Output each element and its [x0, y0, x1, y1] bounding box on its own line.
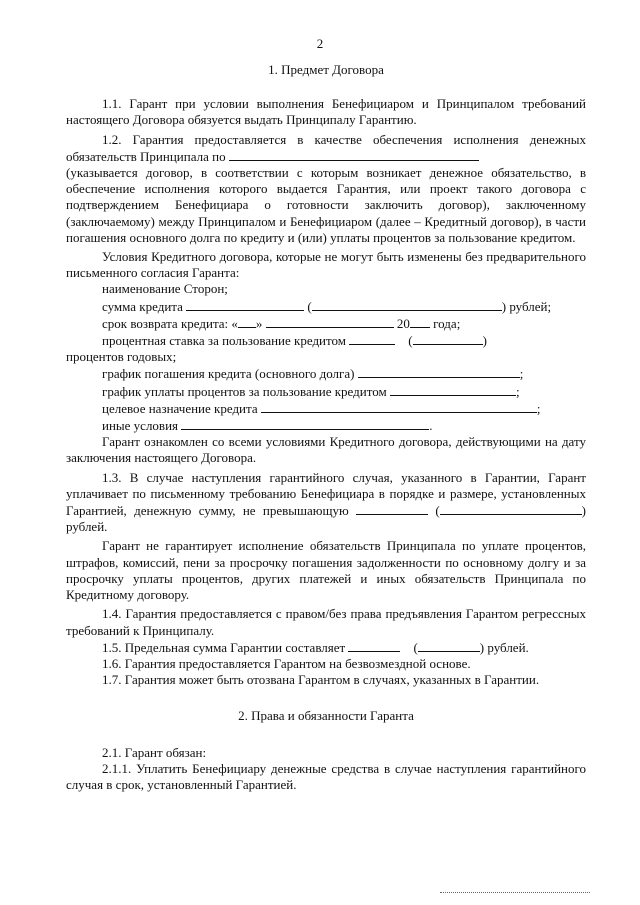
clause-1-4: 1.4. Гарантия предоставляется с правом/без права предъявления Гарантом регрессных требований к Принципалу. [66, 606, 586, 638]
section-2-title: 2. Права и обязанности Гаранта [238, 708, 414, 724]
close-paren: ) [482, 333, 487, 349]
clause-1-5 [66, 639, 586, 656]
clause-1-7: 1.7. Гарантия может быть отозвана Гарантом в случаях, указанных в Гарантии. [102, 672, 540, 688]
clause-1-2-lead: 1.2. Гарантия предоставляется в качестве обеспечения исполнения денежных обязательств Принципала по [66, 131, 586, 164]
clause-1-3-unit: ) рублей. [66, 503, 586, 535]
obligation-blank [229, 148, 479, 161]
cond-principal-schedule-label: график погашения кредита (основного долга) [102, 366, 355, 382]
cond-rate [66, 332, 586, 349]
not-guarantee-paragraph: Гарант не гарантирует исполнение обязательств Принципала по уплате процентов, штрафов, комиссий, пени за просрочку погашения задолженности по основному долгу и за просрочку уплаты процентов, других платежей и иных обязательств Принципала по Кредитному договору. [66, 538, 586, 603]
other-blank [181, 417, 429, 430]
cond-parties: наименование Сторон; [102, 281, 228, 297]
clause-1-6: 1.6. Гарантия предоставляется Гарантом на безвозмездной основе. [102, 655, 471, 671]
section-1-title: 1. Предмет Договора [268, 62, 384, 77]
day-blank [238, 315, 256, 328]
semicolon: ; [515, 383, 520, 399]
month-blank [266, 315, 394, 328]
cond-purpose-label: целевое назначение кредита [102, 400, 258, 416]
open-paren: ( [435, 503, 440, 519]
cond-amount-unit: ) рублей; [501, 298, 552, 314]
clause-2-1-1: 2.1.1. Уплатить Бенефициару денежные средства в случае наступления гарантийного случая в срок, установленный Гарантией. [66, 760, 586, 792]
purpose-blank [261, 400, 537, 413]
open-paren: ( [408, 333, 413, 349]
principal-schedule-blank [358, 365, 520, 378]
max-words-blank [418, 639, 480, 652]
cond-purpose [66, 400, 586, 417]
max-digits-blank [348, 639, 400, 652]
clause-1-3-text: 1.3. В случае наступления гарантийного случая, указанного в Гарантии, Гарант уплачивает по письменному требованию Бенефициара в порядке и размере, установленных Гарантией, денежную сумму, не превышающую [66, 469, 586, 519]
cond-other [66, 417, 586, 434]
clause-1-2-cont: (указывается договор, в соответствии с которым возникает денежное обязательство, в обеспечение исполнения которого выдается Гарантия, или проект такого договора с подтверждением Бенефициара о готовности заключить договор), заключенному (заключаемому) между Принципалом и Бенефициаром (далее – Кредитный договор), в части погашения основного долга по кредиту и (или) уплаты процентов за пользование кредитом. [66, 165, 586, 245]
open-paren: ( [307, 298, 312, 314]
cond-rate-cont: процентов годовых; [66, 349, 177, 365]
open-paren: ( [413, 639, 418, 655]
cond-amount-label: сумма кредита [102, 298, 183, 314]
limit-words-blank [440, 502, 582, 515]
clause-1-5-text: 1.5. Предельная сумма Гарантии составляет [102, 639, 346, 655]
year-blank [410, 315, 430, 328]
clause-1-5-unit: ) рублей. [479, 639, 529, 655]
page-number: 2 [316, 36, 324, 51]
semicolon: ; [536, 400, 541, 416]
cond-term-label: срок возврата кредита: « [102, 315, 238, 331]
cond-principal-schedule [66, 365, 586, 382]
close-quote: » [255, 315, 263, 331]
document-body [66, 62, 586, 793]
footer-separator [440, 892, 590, 893]
rate-words-blank [413, 332, 483, 345]
interest-schedule-blank [390, 383, 516, 396]
rate-digits-blank [349, 332, 395, 345]
year-prefix: 20 [396, 315, 410, 331]
amount-words-blank [312, 298, 502, 311]
clause-2-1: 2.1. Гарант обязан: [102, 744, 207, 760]
year-word: года; [433, 315, 461, 331]
limit-digits-blank [356, 502, 428, 515]
semicolon: ; [519, 366, 524, 382]
cond-other-label: иные условия [102, 418, 179, 434]
clause-1-2 [66, 132, 586, 165]
period: . [429, 418, 433, 434]
amount-digits-blank [186, 298, 304, 311]
cond-rate-label: процентная ставка за пользование кредитом [102, 333, 346, 349]
conditions-intro: Условия Кредитного договора, которые не могут быть изменены без предварительного письменного согласия Гаранта: [66, 249, 586, 281]
cond-interest-schedule [66, 383, 586, 400]
acquainted-paragraph: Гарант ознакомлен со всеми условиями Кредитного договора, действующими на дату заключения настоящего Договора. [66, 434, 586, 466]
cond-interest-schedule-label: график уплаты процентов за пользование кредитом [102, 383, 387, 399]
clause-1-3 [66, 470, 586, 536]
cond-term [66, 315, 586, 332]
cond-amount [66, 298, 586, 315]
clause-1-1: 1.1. Гарант при условии выполнения Бенефициаром и Принципалом требований настоящего Договора обязуется выдать Принципалу Гарантию. [66, 96, 586, 128]
